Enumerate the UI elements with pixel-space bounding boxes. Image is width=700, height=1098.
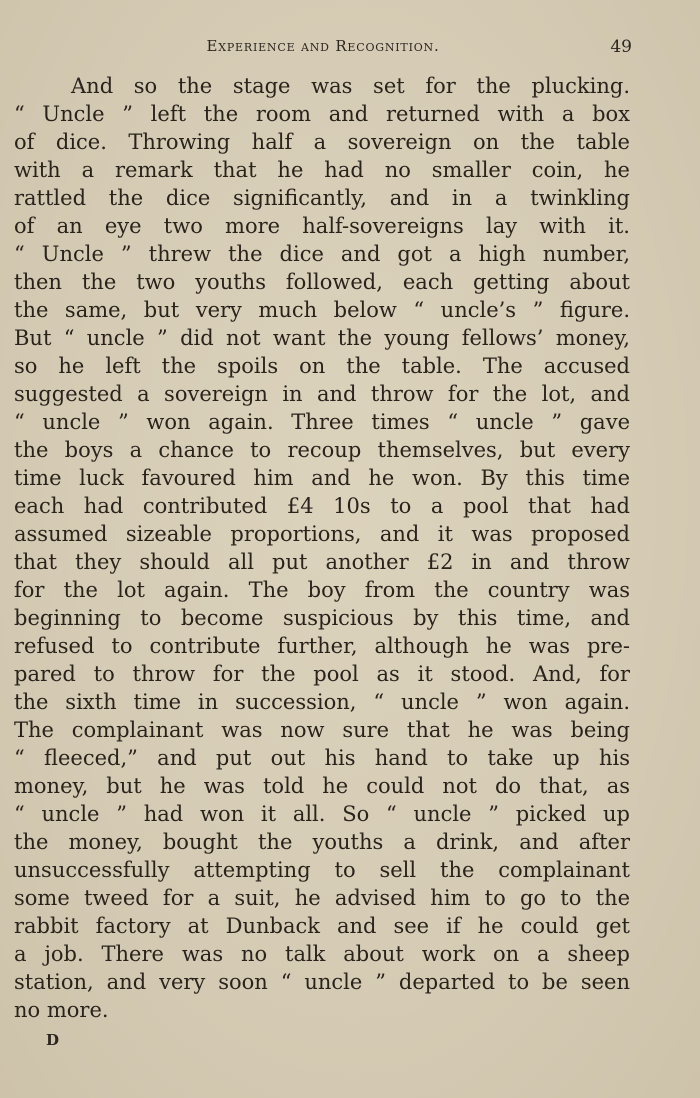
text-line: And so the stage was set for the plucking. xyxy=(71,74,630,98)
body-paragraph xyxy=(14,72,630,1024)
text-line: rattled the dice significantly, and in a twinkling xyxy=(14,186,630,210)
running-head-title: Experience and Recognition. xyxy=(206,37,440,55)
text-line: But “ uncle ” did not want the young fellows’ money, xyxy=(14,326,630,350)
text-line: of dice. Throwing half a sovereign on the table xyxy=(14,130,630,154)
text-line: rabbit factory at Dunback and see if he could get xyxy=(14,914,630,938)
text-line: then the two youths followed, each getting about xyxy=(14,270,630,294)
text-line: the same, but very much below “ uncle’s ” figure. xyxy=(14,298,630,322)
text-line: “ uncle ” had won it all. So “ uncle ” picked up xyxy=(14,802,630,826)
text-line: that they should all put another £2 in and throw xyxy=(14,550,630,574)
text-line: unsuccessfully attempting to sell the complainant xyxy=(14,858,630,882)
text-line: “ Uncle ” threw the dice and got a high number, xyxy=(14,242,630,266)
text-line: station, and very soon “ uncle ” departed to be seen xyxy=(14,970,630,994)
text-line: assumed sizeable proportions, and it was proposed xyxy=(14,522,630,546)
text-line: The complainant was now sure that he was being xyxy=(14,718,630,742)
text-line: time luck favoured him and he won. By this time xyxy=(14,466,630,490)
text-line: for the lot again. The boy from the country was xyxy=(14,578,630,602)
text-line: “ fleeced,” and put out his hand to take up his xyxy=(14,746,630,770)
text-line: of an eye two more half-sovereigns lay with it. xyxy=(14,214,630,238)
text-line: the money, bought the youths a drink, and after xyxy=(14,830,630,854)
text-line: some tweed for a suit, he advised him to go to the xyxy=(14,886,630,910)
signature-mark: D xyxy=(46,1031,60,1049)
text-line: the sixth time in succession, “ uncle ” won again. xyxy=(14,690,630,714)
text-line: refused to contribute further, although he was pre- xyxy=(14,634,630,658)
text-line: the boys a chance to recoup themselves, but every xyxy=(14,438,630,462)
text-line: pared to throw for the pool as it stood. And, for xyxy=(14,662,630,686)
text-line: money, but he was told he could not do that, as xyxy=(14,774,630,798)
text-line: so he left the spoils on the table. The accused xyxy=(14,354,630,378)
text-line: with a remark that he had no smaller coin, he xyxy=(14,158,630,182)
running-head xyxy=(14,37,632,61)
page-number: 49 xyxy=(610,37,632,57)
text-line: no more. xyxy=(14,998,109,1022)
text-line: beginning to become suspicious by this time, and xyxy=(14,606,630,630)
text-line: “ uncle ” won again. Three times “ uncle ” gave xyxy=(14,410,630,434)
text-line: suggested a sovereign in and throw for the lot, and xyxy=(14,382,630,406)
text-line: each had contributed £4 10s to a pool that had xyxy=(14,494,630,518)
text-line: “ Uncle ” left the room and returned with a box xyxy=(14,102,630,126)
text-line: a job. There was no talk about work on a sheep xyxy=(14,942,630,966)
